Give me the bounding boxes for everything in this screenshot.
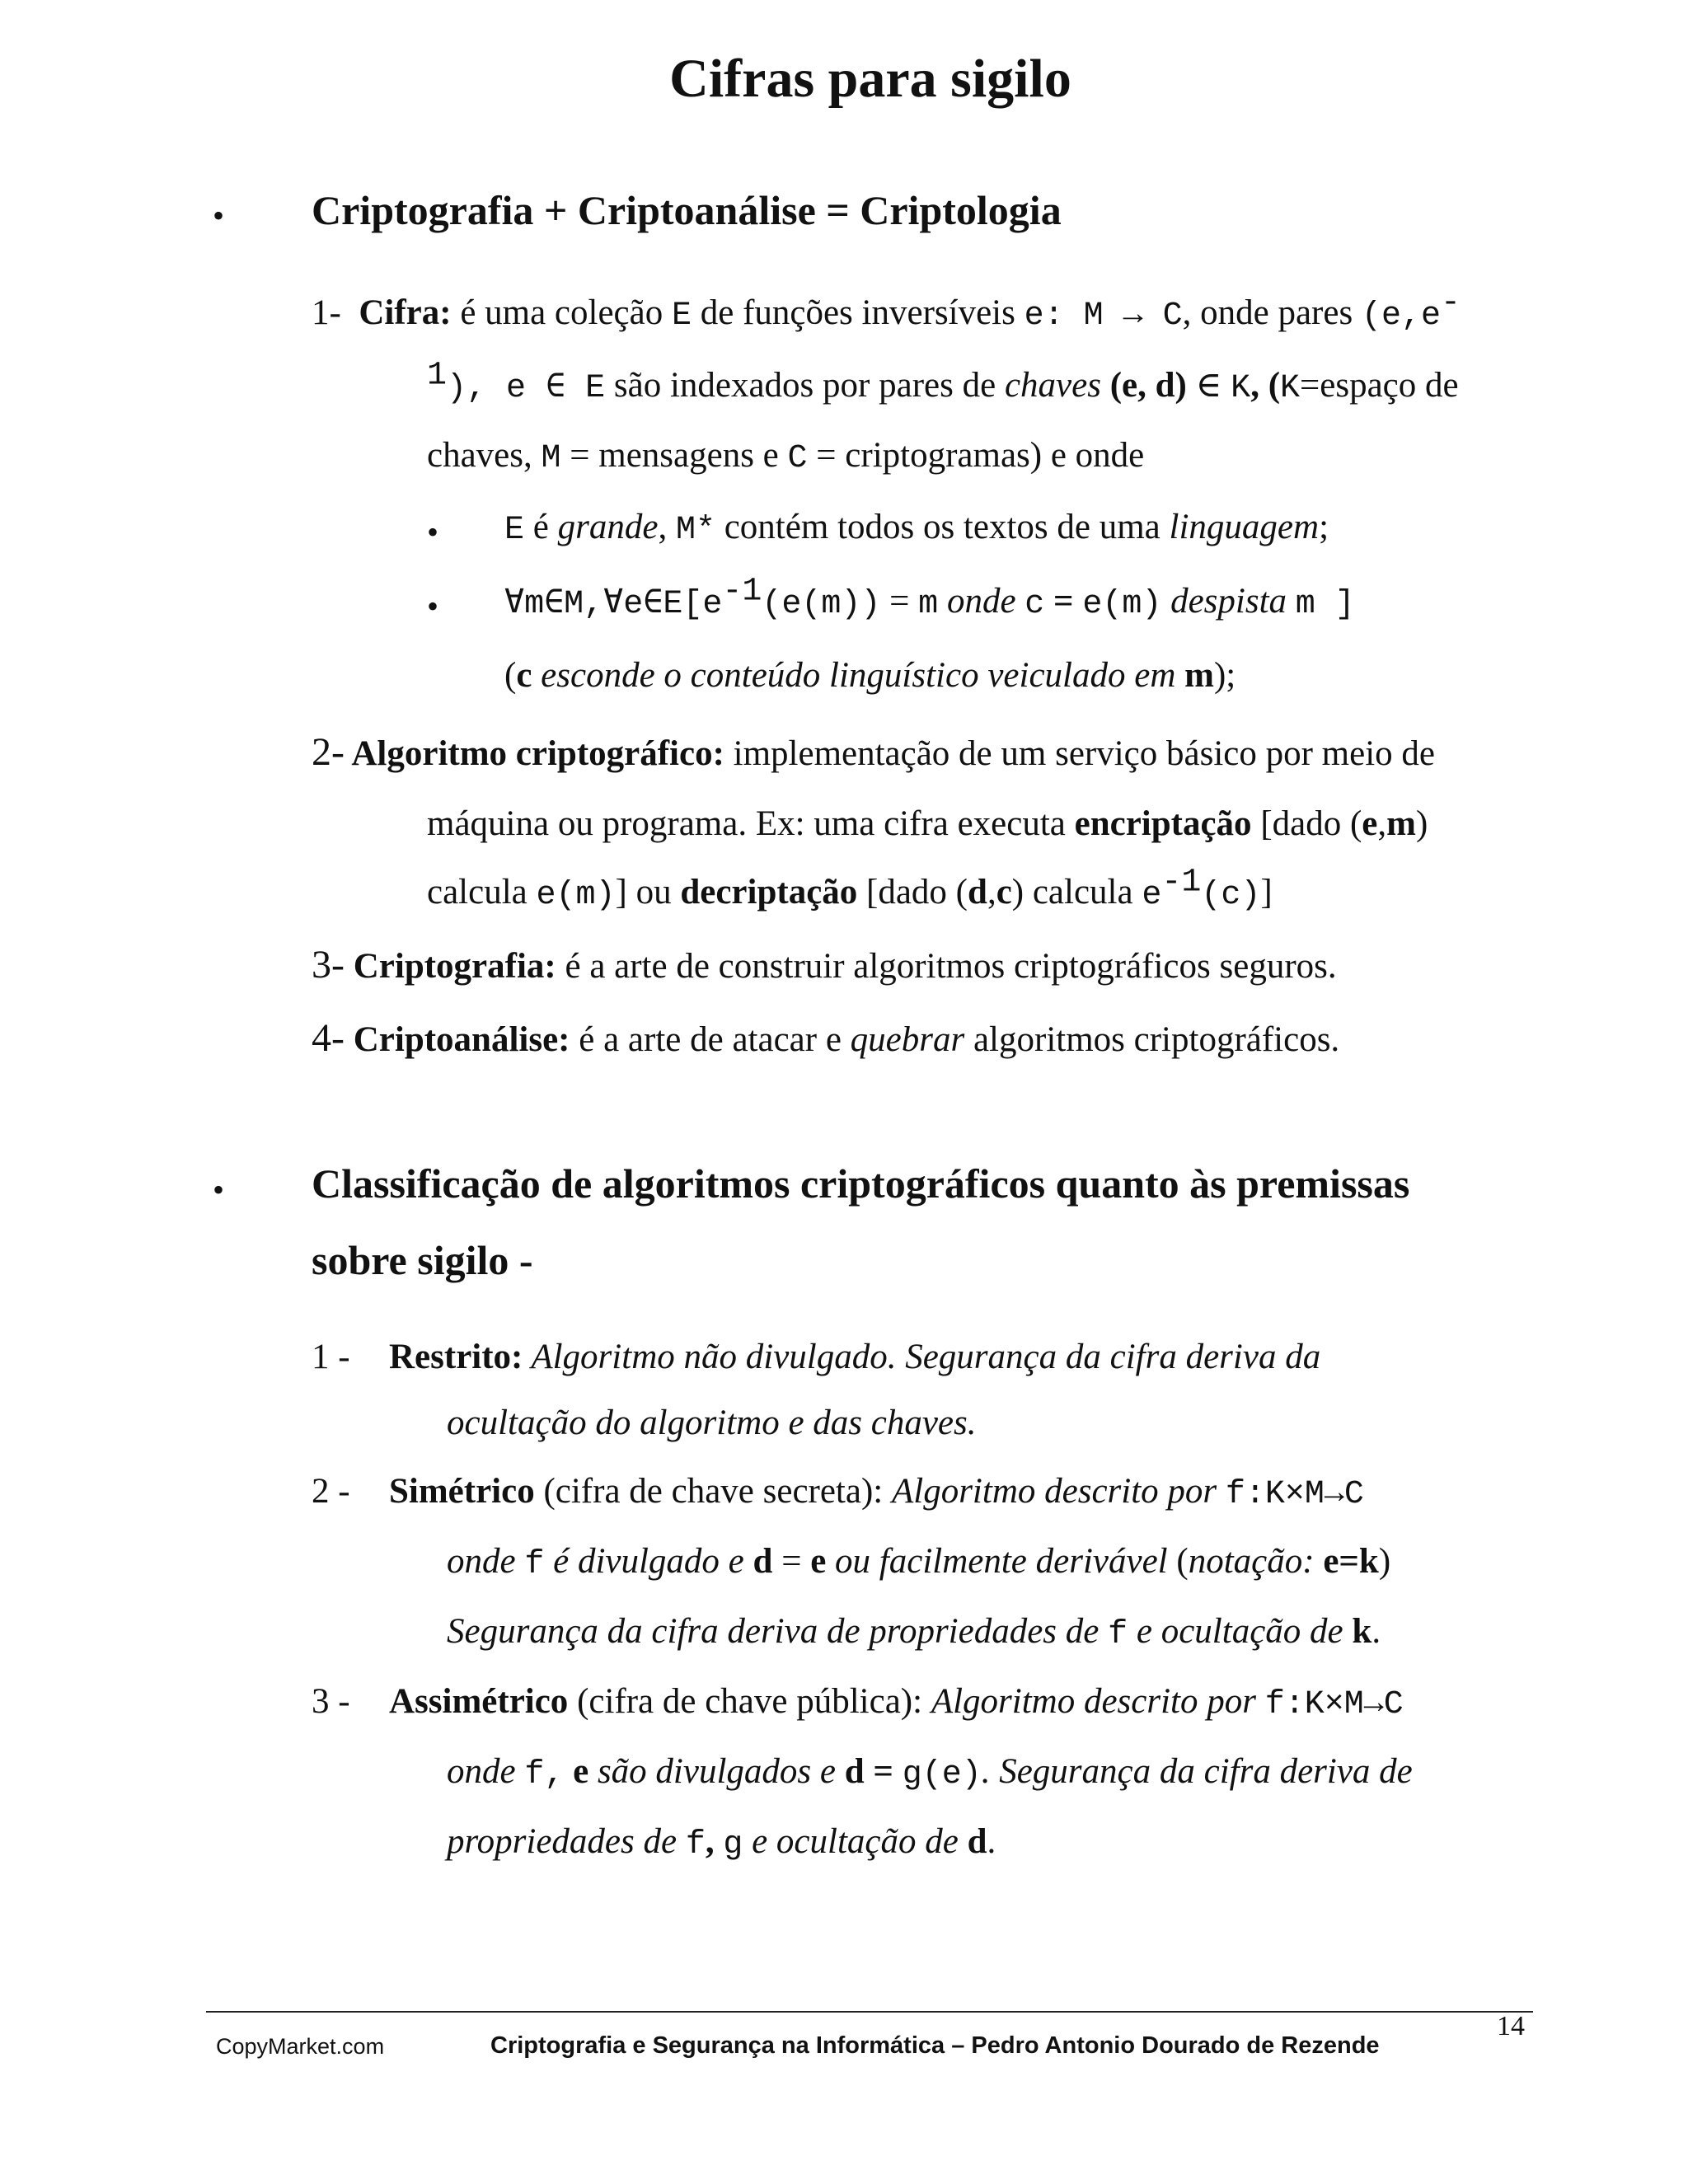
item-cifra-line-2: $^1$), e ∈ E são indexados por pares de chaves (e, d) ∈ K, (K=espaço de xyxy=(427,357,1459,407)
item-criptoanalise: 4- Criptoanálise: é a arte de atacar e quebrar algoritmos criptográficos. xyxy=(312,1016,1340,1060)
class-restrito-line-1: Restrito: Algoritmo não divulgado. Segurança da cifra deriva da xyxy=(389,1338,1321,1376)
item-cifra-line-3: chaves, M = mensagens e C = criptogramas) e onde xyxy=(427,436,1145,477)
class-assimetrico-line-1: Assimétrico (cifra de chave pública): Algoritmo descrito por f:K×M→C xyxy=(389,1682,1404,1723)
class-assimetrico-line-3: propriedades de f, g e ocultação de d. xyxy=(447,1822,996,1863)
page-number: 14 xyxy=(1497,2011,1525,2041)
class-restrito-line-2: ocultação do algoritmo e das chaves. xyxy=(447,1404,977,1442)
item-cifra-sub-2: $\forall m\in M,\forall e\in E[e^{-1}(e(m)) = m$ onde c = e(m) despista m ] xyxy=(504,573,1355,623)
bullet-sub-2: • xyxy=(427,588,439,625)
class-num-2: 2 - xyxy=(312,1472,350,1511)
footer-book-title: Criptografia e Segurança na Informática – Pedro Antonio Dourado de Rezende xyxy=(490,2032,1380,2059)
section-2-heading-line-2: sobre sigilo - xyxy=(312,1237,533,1283)
section-2-heading-line-1: Classificação de algoritmos criptográficos quanto às premissas xyxy=(312,1160,1410,1207)
item-algoritmo-line-3: calcula e(m)] ou decriptação [dado (d,c) calcula $e^{-1}(c)$] xyxy=(427,864,1273,914)
item-algoritmo-line-1: 2- Algoritmo criptográfico: implementação de um serviço básico por meio de xyxy=(312,730,1435,774)
class-num-1: 1 - xyxy=(312,1338,350,1376)
class-simetrico-line-1: Simétrico (cifra de chave secreta): Algoritmo descrito por f:K×M→C xyxy=(389,1472,1364,1513)
item-cifra-sub-1: E é grande, M* contém todos os textos de uma linguagem; xyxy=(504,508,1329,549)
item-cifra-line-1: 1- Cifra: é uma coleção E de funções inversíveis e: M → C, onde pares (e,e- xyxy=(312,284,1461,335)
page-title: Cifras para sigilo xyxy=(669,49,1071,109)
item-algoritmo-line-2: máquina ou programa. Ex: uma cifra executa encriptação [dado (e,m) xyxy=(427,804,1428,843)
class-num-3: 3 - xyxy=(312,1682,350,1721)
bullet-section-1: • xyxy=(213,197,225,234)
class-assimetrico-line-2: onde f, e são divulgados e d = g(e). Segurança da cifra deriva de xyxy=(447,1752,1413,1793)
item-criptografia: 3- Criptografia: é a arte de construir algoritmos criptográficos seguros. xyxy=(312,943,1337,987)
section-1-heading: Criptografia + Criptoanálise = Criptologia xyxy=(312,187,1062,233)
footer-publisher: CopyMarket.com xyxy=(216,2034,385,2059)
item-cifra-sub-2-line-2: (c esconde o conteúdo linguístico veiculado em m); xyxy=(504,656,1236,695)
class-simetrico-line-3: Segurança da cifra deriva de propriedades de f e ocultação de k. xyxy=(447,1612,1381,1653)
footer-divider xyxy=(206,2011,1533,2013)
bullet-section-2: • xyxy=(213,1171,225,1208)
bullet-sub-1: • xyxy=(427,513,439,551)
class-simetrico-line-2: onde f é divulgado e d = e ou facilmente derivável (notação: e=k) xyxy=(447,1542,1391,1583)
